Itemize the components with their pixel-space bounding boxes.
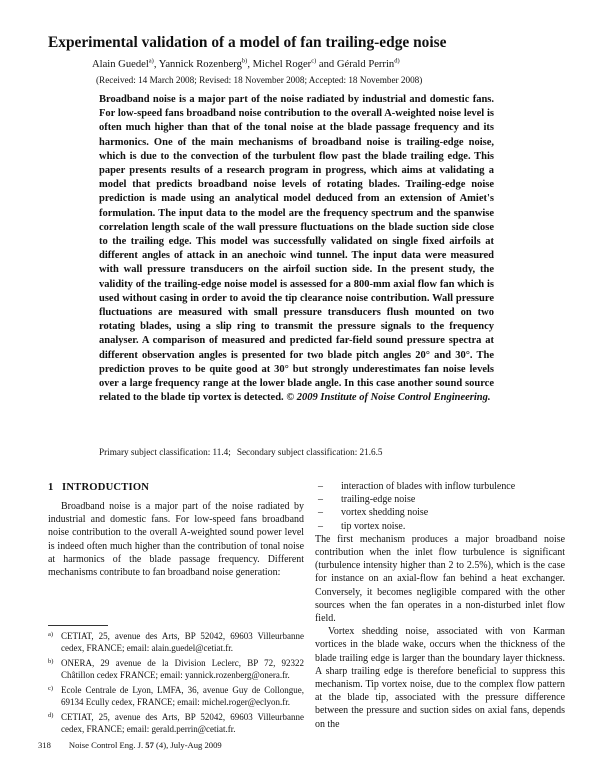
abstract <box>99 93 494 405</box>
footnote-text: Ecole Centrale de Lyon, LMFA, 36, avenue Guy de Collongue, 69134 Ecully cedex, FRANCE; email: michel.roger@eclyon.fr. <box>61 685 304 707</box>
body-paragraph: The first mechanism produces a major broadband noise contribution when the inlet flow turbulence is significant (turbulence intensity higher than 2 to 2.5%), which is the case for instance on an axial-flow fan behind a heat exchanger. Conversely, it becomes negligible compared with the other sources when the fan operates in a non-disturbed inlet flow field. <box>315 533 565 625</box>
footnote-text: ONERA, 29 avenue de la Division Leclerc, BP 72, 92322 Châtillon cedex FRANCE; email: yannick.rozenberg@onera.fr. <box>61 658 304 680</box>
journal-citation: Noise Control Eng. J. 57 (4), July-Aug 2009 <box>68 740 222 750</box>
footnote-text: CETIAT, 25, avenue des Arts, BP 52042, 69603 Villeurbanne cedex, FRANCE; email: alain.guedel@cetiat.fr. <box>61 631 304 653</box>
list-item: – interaction of blades with inflow turbulence <box>315 480 565 493</box>
subject-classification <box>99 447 383 457</box>
dash-bullet: – <box>318 481 323 492</box>
author: Yannick Rozenberg$^{b)}$, <box>158 57 253 70</box>
footnote-mark: b) <box>48 658 54 665</box>
dash-bullet: – <box>318 494 323 506</box>
dash-bullet: – <box>318 507 323 519</box>
author-list <box>92 57 400 70</box>
footnote <box>48 711 304 735</box>
author: Alain Guedel$^{a)}$, <box>92 57 159 70</box>
dash-bullet: – <box>318 520 323 532</box>
paper-title: Experimental validation of a model of fan trailing-edge noise <box>48 34 447 51</box>
abstract-copyright: © 2009 Institute of Noise Control Engineering. <box>286 392 491 404</box>
intro-paragraph: Broadband noise is a major part of the noise radiated by industrial and domestic fans. For low-speed fans broadband noise contribution to the overall A-weighted sound power level is indeed often much higher than the contribution of tonal noise at harmonics of the blade passage frequency. Different mechanisms contribute to fan broadband noise generation: <box>48 501 304 579</box>
author: Michel Roger$^{c)}$ and <box>252 57 337 70</box>
list-item: – vortex shedding noise <box>315 506 565 519</box>
list-item: – tip vortex noise. <box>315 520 565 533</box>
page-footer <box>38 740 222 750</box>
section-heading <box>48 482 304 493</box>
footnote <box>48 684 304 708</box>
secondary-classification: Secondary subject classification: 21.6.5 <box>236 447 383 457</box>
footnote <box>48 630 304 654</box>
footnote-mark: a) <box>48 631 54 638</box>
footnote-mark: d) <box>48 712 54 719</box>
list-item: – trailing-edge noise <box>315 493 565 506</box>
page-number: 318 <box>38 740 51 750</box>
body-paragraph: Vortex shedding noise, associated with von Karman vortices in the blade wake, occurs when the thickness of the blade trailing edge is larger than the boundary layer thickness. A sharp trailing edge is therefore beneficial to suppress this mechanism. Tip vortex noise, due to the complex flow pattern at the blade tip, associated with the pressure difference between the pressure and suction sides on axial fans, depends on the <box>315 626 565 730</box>
received-dates: (Received: 14 March 2008; Revised: 18 November 2008; Accepted: 18 November 2008) <box>96 75 423 85</box>
footnote-text: CETIAT, 25, avenue des Arts, BP 52042, 69603 Villeurbanne cedex, FRANCE; email: gerald.perrin@cetiat.fr. <box>61 712 304 734</box>
right-column <box>315 480 565 731</box>
left-column <box>48 482 304 579</box>
section-title: INTRODUCTION <box>62 482 150 493</box>
author: Gérald Perrin$^{d)}$ <box>336 57 400 70</box>
primary-classification: Primary subject classification: 11.4; <box>99 447 231 457</box>
footnote-divider <box>48 625 108 626</box>
footnote <box>48 657 304 681</box>
footnote-mark: c) <box>48 685 54 692</box>
affiliation-footnotes <box>48 630 304 738</box>
abstract-text: Broadband noise is a major part of the noise radiated by industrial and domestic fans. For low-speed fans broadband noise contribution to the overall A-weighted noise level is often much higher than that of the tonal noise at the blade passage frequency and its harmonics. One of the main mechanisms of broadband noise is trailing-edge noise, which is due to the convection of the turbulent flow past the blade trailing edge. This paper presents results of a research program in progress, which aims at validating a model that predicts broadband noise levels of rotating blades. Trailing-edge noise prediction is made using an analytical model deduced from an extension of Amiet's formulation. The input data to the model are the frequency spectrum and the spanwise correlation length scale of the wall pressure fluctuations on the blade suction side close to the trailing edge. This model was successfully validated on single fixed airfoils at different angles of attack in an anechoic wind tunnel. The input data were measured with wall pressure transducers on the airfoil suction side. In the present study, the validity of the trailing-edge noise model is assessed for a 800-mm axial flow fan which is used without casing in order to avoid the tip clearance noise contribution. Wall pressure fluctuations are measured with small pressure transducers flush mounted on two rotating blades, using a slip ring to transmit the pressure signals to the frequency analyser. A comparison of measured and predicted far-field sound pressure spectra at different observation angles is presented for two blade pitch angles 20° and 30°. The prediction proves to be quite good at 30° but strongly underestimates fan noise levels over a large frequency range at the lower blade angle. In this case another sound source related to the blade tip vortex is detected. <box>99 94 494 404</box>
section-number: 1 <box>48 482 54 493</box>
